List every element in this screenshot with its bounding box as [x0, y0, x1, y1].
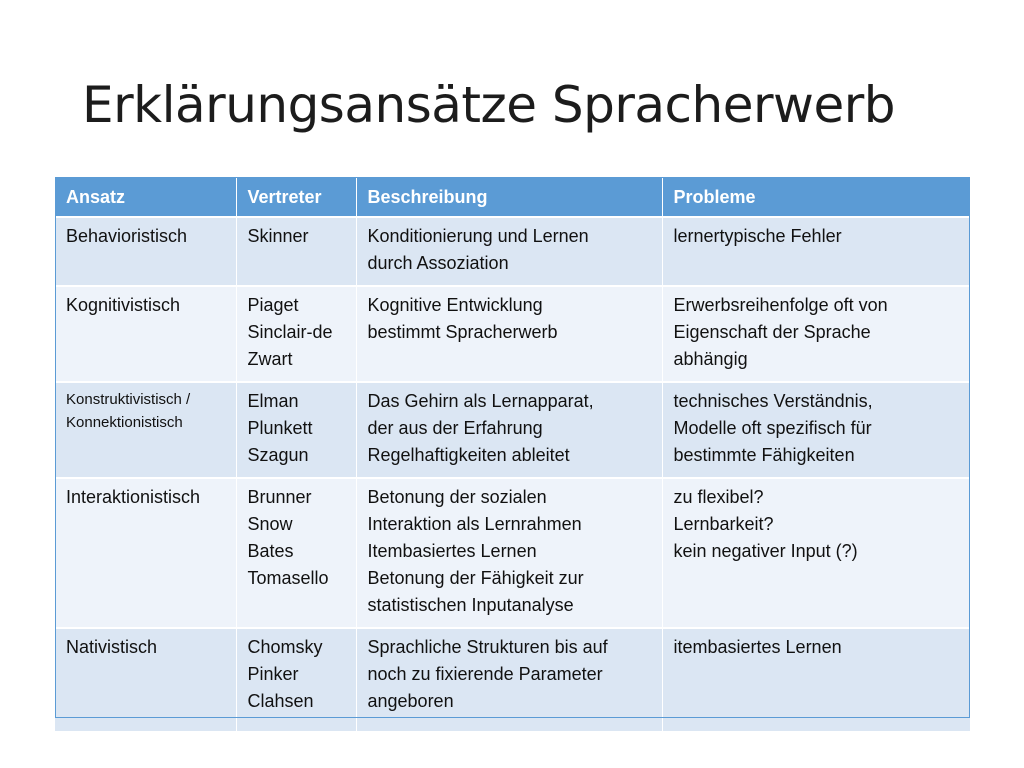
cell-line: durch Assoziation: [367, 253, 509, 273]
cell-line: technisches Verständnis,: [673, 391, 873, 411]
table-row: [55, 217, 970, 286]
cell-beschreibung: [356, 286, 662, 382]
cell-vertreter: [236, 217, 356, 286]
cell-probleme: [662, 628, 970, 731]
cell-line: Szagun: [247, 445, 309, 465]
cell-line: Lernbarkeit?: [673, 514, 774, 534]
cell-line: Interaktionistisch: [66, 487, 201, 507]
cell-vertreter: [236, 382, 356, 478]
cell-line: Skinner: [247, 226, 309, 246]
cell-line: Das Gehirn als Lernapparat,: [367, 391, 594, 411]
cell-line: der aus der Erfahrung: [367, 418, 543, 438]
cell-line: statistischen Inputanalyse: [367, 595, 574, 615]
cell-probleme: [662, 382, 970, 478]
cell-line: Kognitivistisch: [66, 295, 181, 315]
cell-probleme: [662, 286, 970, 382]
cell-line: Tomasello: [247, 568, 329, 588]
table-row: [55, 382, 970, 478]
table-row: [55, 286, 970, 382]
cell-vertreter: [236, 478, 356, 628]
cell-line: Itembasiertes Lernen: [367, 541, 537, 561]
cell-line: Clahsen: [247, 691, 314, 711]
cell-line: itembasiertes Lernen: [673, 637, 842, 657]
cell-ansatz: [55, 382, 236, 478]
cell-ansatz: [55, 478, 236, 628]
cell-line: Regelhaftigkeiten ableitet: [367, 445, 570, 465]
cell-line: Brunner: [247, 487, 312, 507]
cell-line: Chomsky: [247, 637, 323, 657]
cell-line: Kognitive Entwicklung: [367, 295, 543, 315]
cell-line: Plunkett: [247, 418, 313, 438]
cell-line: zu flexibel?: [673, 487, 764, 507]
header-beschreibung: Beschreibung: [356, 177, 662, 217]
cell-line: noch zu fixierende Parameter: [367, 664, 603, 684]
cell-line: bestimmt Spracherwerb: [367, 322, 558, 342]
cell-line: lernertypische Fehler: [673, 226, 842, 246]
cell-line: angeboren: [367, 691, 454, 711]
cell-line: Eigenschaft der Sprache: [673, 322, 871, 342]
cell-line: Pinker: [247, 664, 299, 684]
table-header: [55, 177, 970, 217]
cell-beschreibung: [356, 478, 662, 628]
cell-beschreibung: [356, 382, 662, 478]
cell-ansatz: [55, 286, 236, 382]
cell-line: Sinclair-de: [247, 322, 333, 342]
cell-line: Snow: [247, 514, 293, 534]
cell-vertreter: [236, 286, 356, 382]
cell-line: Zwart: [247, 349, 293, 369]
header-ansatz: Ansatz: [55, 177, 236, 217]
cell-beschreibung: [356, 217, 662, 286]
theories-table-container: [55, 177, 970, 731]
cell-line: Modelle oft spezifisch für: [673, 418, 872, 438]
header-probleme: Probleme: [662, 177, 970, 217]
table-body: [55, 217, 970, 731]
cell-ansatz: [55, 217, 236, 286]
cell-line: Bates: [247, 541, 294, 561]
cell-line: Piaget: [247, 295, 299, 315]
cell-line: Sprachliche Strukturen bis auf: [367, 637, 608, 657]
cell-line: Elman: [247, 391, 299, 411]
cell-line: Erwerbsreihenfolge oft von: [673, 295, 888, 315]
table-row: [55, 478, 970, 628]
table-row: [55, 628, 970, 731]
cell-line: kein negativer Input (?): [673, 541, 858, 561]
cell-line: Nativistisch: [66, 637, 158, 657]
header-vertreter: Vertreter: [236, 177, 356, 217]
theories-table: [55, 177, 970, 731]
cell-line: bestimmte Fähigkeiten: [673, 445, 855, 465]
cell-ansatz: [55, 628, 236, 731]
cell-probleme: [662, 217, 970, 286]
cell-line: Betonung der Fähigkeit zur: [367, 568, 584, 588]
cell-line: Konditionierung und Lernen: [367, 226, 589, 246]
cell-probleme: [662, 478, 970, 628]
cell-beschreibung: [356, 628, 662, 731]
cell-line: Konstruktivistisch /: [66, 391, 191, 408]
cell-vertreter: [236, 628, 356, 731]
cell-line: Betonung der sozialen: [367, 487, 547, 507]
cell-line: Konnektionistisch: [66, 414, 183, 431]
cell-line: Interaktion als Lernrahmen: [367, 514, 582, 534]
header-row: [55, 177, 970, 217]
slide-title: Erklärungsansätze Spracherwerb: [82, 76, 896, 134]
cell-line: Behavioristisch: [66, 226, 188, 246]
cell-line: abhängig: [673, 349, 748, 369]
